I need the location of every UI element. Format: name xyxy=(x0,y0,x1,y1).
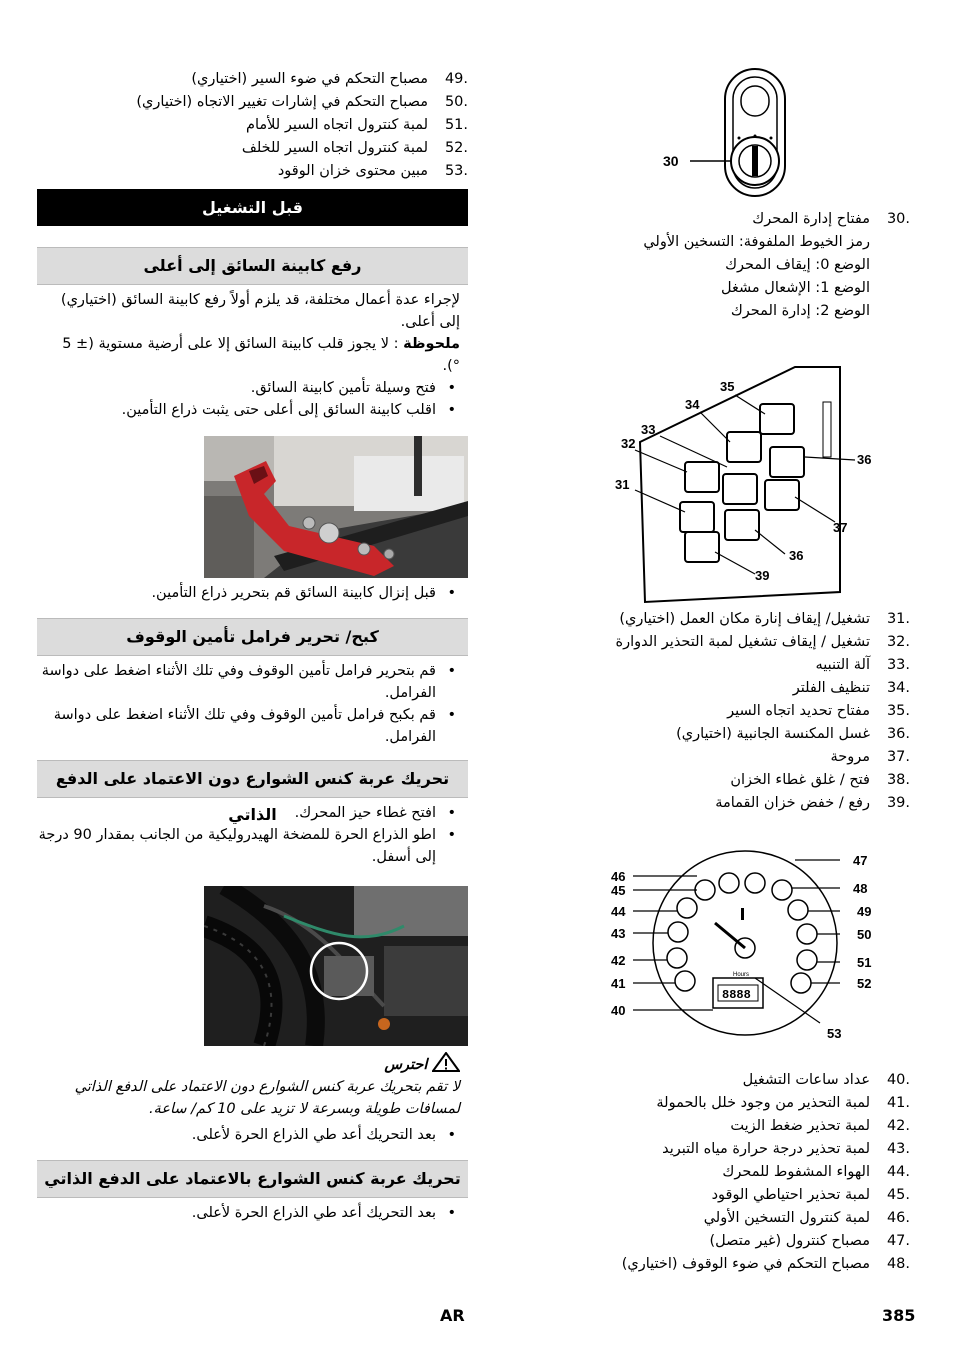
list-item: 52. لمبة كنترول اتجاه السير للخلف xyxy=(241,140,468,156)
list-item: 47. مصباح كنترول (غير متصل) xyxy=(709,1233,910,1249)
fig-label: 43 xyxy=(611,926,626,941)
bullet-list xyxy=(37,660,468,748)
list-item: • بعد التحريك أعد طي الذراع الحرة لأعلى. xyxy=(37,1124,468,1146)
list-item: 34. تنظيف الفلتر xyxy=(792,680,910,696)
fig-label: 36 xyxy=(789,548,804,563)
list-item: 32. تشغيل / إيقاف تشغيل لمبة التحذير الدوارة xyxy=(615,634,910,650)
list-item: • قم بتحرير فرامل تأمين الوقوف وفي تلك الأثناء اضغط على دواسة الفرامل. xyxy=(37,660,468,704)
legend-40-48 xyxy=(605,1069,910,1276)
warning-title: احترس xyxy=(384,1057,428,1073)
fig-label: 39 xyxy=(755,568,770,583)
note-text: : لا يجوز قلب كابينة السائق إلا على أرضية مستوية (± 5 °). xyxy=(62,336,460,374)
switch-panel-diagram xyxy=(605,362,880,607)
list-item: • بعد التحريك أعد طي الذراع الحرة لأعلى. xyxy=(37,1202,468,1224)
list-item: 37. مروحة xyxy=(830,749,910,765)
list-item: 44. الهواء المشفوط للمحرك xyxy=(722,1164,910,1180)
list-item: 38. فتح / غلق غطاء الخزان xyxy=(730,772,910,788)
fig-label: 47 xyxy=(853,853,868,868)
page-number: 385 xyxy=(882,1306,916,1325)
list-item: • قبل إنزال كابينة السائق قم بتحرير ذراع التأمين. xyxy=(37,582,468,604)
list-item: 40. عداد ساعات التشغيل xyxy=(742,1072,910,1088)
list-item: 31. تشغيل/ إيقاف إنارة مكان العمل (اختياري) xyxy=(619,611,910,627)
bullet-list xyxy=(37,377,468,421)
list-item: • فتح وسيلة تأمين كابينة السائق. xyxy=(37,377,468,399)
fig-label: 31 xyxy=(615,477,630,492)
list-item: 50. مصباح التحكم في إشارات تغيير الاتجاه (اختياري) xyxy=(136,94,468,110)
legend-list-49-53 xyxy=(37,68,468,183)
hydraulic-pump-lever-photo xyxy=(204,886,468,1046)
fig-label: 51 xyxy=(857,955,872,970)
fig-label: 35 xyxy=(720,379,735,394)
legend-30 xyxy=(605,208,910,323)
bullet-list xyxy=(37,1202,468,1224)
ignition-switch-diagram xyxy=(655,66,815,201)
hours-label: Hours xyxy=(733,972,750,978)
cab-lock-lever-photo xyxy=(204,436,468,578)
list-item: 36. غسل المكنسة الجانبية (اختياري) xyxy=(676,726,910,742)
fig-label: 50 xyxy=(857,927,872,942)
list-item: 42. لمبة تحذير ضغط الزيت xyxy=(730,1118,910,1134)
list-item: 46. لمبة كنترول التسخين الأولي xyxy=(703,1210,910,1226)
bullet-list xyxy=(37,1124,468,1146)
list-item: 53. مبين محتوى خزان الوقود xyxy=(277,163,468,179)
fig-label: 48 xyxy=(853,881,868,896)
fig-label: 42 xyxy=(611,953,626,968)
section-heading-before-operation: قبل التشغيل xyxy=(37,189,468,226)
list-item: • افتح غطاء حيز المحرك. xyxy=(37,802,468,824)
list-item: 45. لمبة تحذير احتياطي الوقود xyxy=(711,1187,910,1203)
hours-counter: 8888 xyxy=(722,988,751,1002)
fig-label: 33 xyxy=(641,422,656,437)
section-title-parking-brake: كبح/ تحرير فرامل تأمين الوقوف xyxy=(37,618,468,656)
section-title-raise-cab: رفع كابينة السائق إلى أعلى xyxy=(37,247,468,285)
intro-text: لإجراء عدة أعمال مختلفة، قد يلزم أولاً رفع كابينة السائق (اختياري) إلى أعلى. xyxy=(60,292,460,330)
list-item: الوضع 0: إيقاف المحرك xyxy=(725,257,870,273)
list-item: الوضع 1: الإشعال مشغل xyxy=(721,280,870,296)
note xyxy=(45,333,460,377)
fig-label: 32 xyxy=(621,436,636,451)
fig-label: 36 xyxy=(857,452,872,467)
fig-label: 53 xyxy=(827,1026,842,1041)
list-item: • قم بكبح فرامل تأمين الوقوف وفي تلك الأثناء اضغط على دواسة الفرامل. xyxy=(37,704,468,748)
warning-text: لا تقم بتحريك عربة كنس الشوارع دون الاعتماد على الدفع الذاتي لمسافات طويلة وبسرعة لا تزيد على 10 كم/ ساعة. xyxy=(74,1079,460,1117)
section-title-move-without-drive: تحريك عربة كنس الشوارع دون الاعتماد على الدفع الذاتي xyxy=(37,760,468,798)
list-item: 43. لمبة تحذير درجة حرارة مياه التبريد xyxy=(662,1141,910,1157)
list-item: 39. رفع / خفض خزان القمامة xyxy=(715,795,910,811)
list-item: 30. مفتاح إدارة المحرك xyxy=(752,211,910,227)
list-item: 51. لمبة كنترول اتجاه السير للأمام xyxy=(245,117,468,133)
list-item: 48. مصباح التحكم في ضوء الوقوف (اختياري) xyxy=(621,1256,910,1272)
fig-label: 30 xyxy=(663,153,679,169)
instrument-cluster-diagram xyxy=(605,848,880,1048)
fig-label: 44 xyxy=(611,904,626,919)
list-item: الوضع 2: إدارة المحرك xyxy=(730,303,870,319)
fig-label: 37 xyxy=(833,520,848,535)
warning-title-row xyxy=(45,1052,460,1076)
bullet-list xyxy=(37,802,468,868)
left-column xyxy=(37,68,468,1224)
fig-label: 46 xyxy=(611,869,626,884)
list-item: • اطو الذراع الحرة للمضخة الهيدروليكية من الجانب بمقدار 90 درجة إلى أسفل. xyxy=(37,824,468,868)
fig-label: 34 xyxy=(685,397,700,412)
list-item: 41. لمبة التحذير من وجود خلل بالحمولة xyxy=(656,1095,910,1111)
footer-language: AR xyxy=(440,1306,465,1325)
section-title-move-with-drive: تحريك عربة كنس الشوارع بالاعتماد على الدفع الذاتي xyxy=(37,1160,468,1198)
fig-label: 41 xyxy=(611,976,626,991)
warning-block xyxy=(45,1052,460,1120)
bullet-list xyxy=(37,582,468,604)
fig-label: 40 xyxy=(611,1003,626,1018)
fig-label: 52 xyxy=(857,976,872,991)
warning-triangle-icon xyxy=(432,1052,460,1072)
list-item: 33. آلة التنبيه xyxy=(815,657,910,673)
list-item: 49. مصباح التحكم في ضوء السير (اختياري) xyxy=(191,71,468,87)
note-label: ملحوظة xyxy=(403,336,460,352)
fig-label: 45 xyxy=(611,883,626,898)
list-item: رمز الخيوط الملفوفة: التسخين الأولي xyxy=(643,234,870,250)
list-item: 35. مفتاح تحديد اتجاه السير xyxy=(727,703,910,719)
legend-31-39 xyxy=(605,608,910,815)
list-item: • اقلب كابينة السائق إلى أعلى حتى يثبت ذراع التأمين. xyxy=(37,399,468,421)
fig-label: 49 xyxy=(857,904,872,919)
